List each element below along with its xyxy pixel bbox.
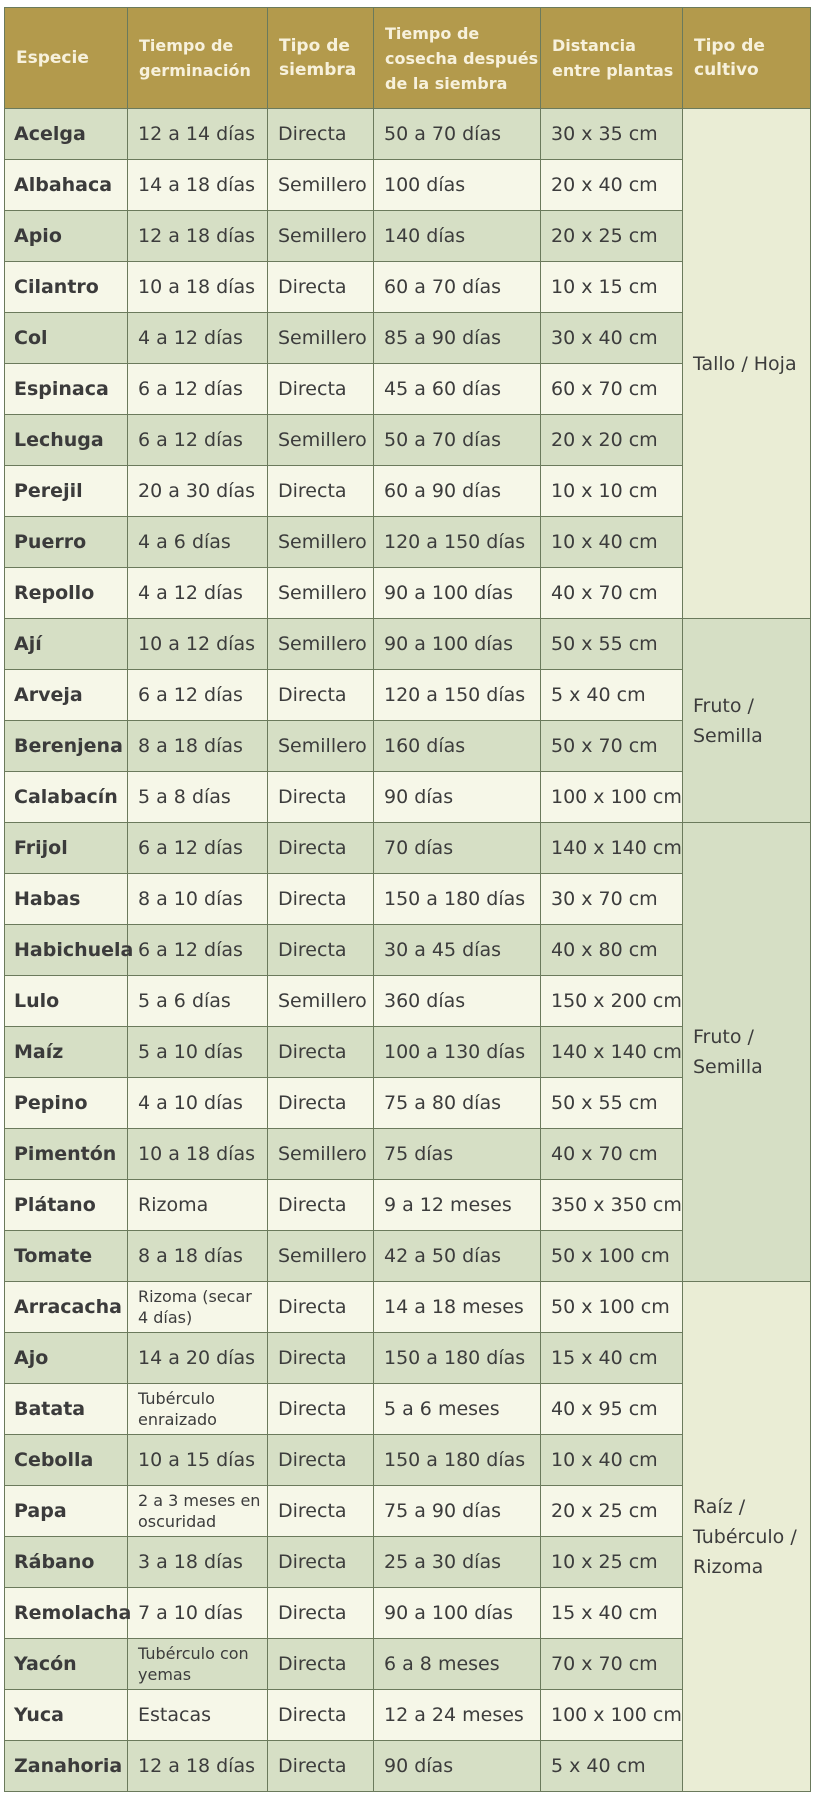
germination-cell: 4 a 6 días <box>128 517 268 568</box>
distance-cell: 100 x 100 cm <box>541 772 683 823</box>
sowing-cell: Semillero <box>268 1231 374 1282</box>
sowing-cell: Directa <box>268 1078 374 1129</box>
sowing-cell: Directa <box>268 823 374 874</box>
germination-cell: 8 a 18 días <box>128 721 268 772</box>
harvest-cell: 12 a 24 meses <box>374 1690 541 1741</box>
distance-cell: 140 x 140 cm <box>541 823 683 874</box>
species-cell: Maíz <box>5 1027 128 1078</box>
distance-cell: 5 x 40 cm <box>541 1741 683 1792</box>
distance-cell: 15 x 40 cm <box>541 1588 683 1639</box>
header-distance: Distancia entre plantas <box>541 8 683 109</box>
harvest-cell: 90 días <box>374 772 541 823</box>
sowing-cell: Semillero <box>268 619 374 670</box>
sowing-cell: Semillero <box>268 160 374 211</box>
harvest-cell: 100 días <box>374 160 541 211</box>
distance-cell: 10 x 15 cm <box>541 262 683 313</box>
harvest-cell: 42 a 50 días <box>374 1231 541 1282</box>
distance-cell: 40 x 80 cm <box>541 925 683 976</box>
distance-cell: 5 x 40 cm <box>541 670 683 721</box>
header-row <box>5 8 811 109</box>
harvest-cell: 150 a 180 días <box>374 874 541 925</box>
harvest-cell: 25 a 30 días <box>374 1537 541 1588</box>
germination-cell: 6 a 12 días <box>128 670 268 721</box>
germination-cell: 2 a 3 meses en oscuridad <box>128 1486 268 1537</box>
sowing-cell: Semillero <box>268 517 374 568</box>
harvest-cell: 50 a 70 días <box>374 109 541 160</box>
harvest-cell: 6 a 8 meses <box>374 1639 541 1690</box>
harvest-cell: 60 a 90 días <box>374 466 541 517</box>
harvest-cell: 75 a 80 días <box>374 1078 541 1129</box>
sowing-cell: Semillero <box>268 415 374 466</box>
distance-cell: 30 x 35 cm <box>541 109 683 160</box>
germination-cell: 10 a 18 días <box>128 1129 268 1180</box>
species-cell: Repollo <box>5 568 128 619</box>
germination-cell: 6 a 12 días <box>128 823 268 874</box>
crop-type-cell: Tallo / Hoja <box>683 109 811 619</box>
distance-cell: 20 x 25 cm <box>541 211 683 262</box>
sowing-cell: Directa <box>268 109 374 160</box>
species-cell: Cebolla <box>5 1435 128 1486</box>
harvest-cell: 90 a 100 días <box>374 1588 541 1639</box>
sowing-cell: Semillero <box>268 568 374 619</box>
distance-cell: 20 x 20 cm <box>541 415 683 466</box>
harvest-cell: 90 a 100 días <box>374 568 541 619</box>
species-cell: Arracacha <box>5 1282 128 1333</box>
harvest-cell: 360 días <box>374 976 541 1027</box>
species-cell: Batata <box>5 1384 128 1435</box>
sowing-cell: Directa <box>268 1639 374 1690</box>
sowing-cell: Directa <box>268 874 374 925</box>
species-cell: Frijol <box>5 823 128 874</box>
germination-cell: Tubérculo enraizado <box>128 1384 268 1435</box>
distance-cell: 50 x 100 cm <box>541 1231 683 1282</box>
species-cell: Perejil <box>5 466 128 517</box>
distance-cell: 60 x 70 cm <box>541 364 683 415</box>
species-cell: Tomate <box>5 1231 128 1282</box>
distance-cell: 10 x 40 cm <box>541 517 683 568</box>
germination-cell: 14 a 20 días <box>128 1333 268 1384</box>
germination-cell: 8 a 10 días <box>128 874 268 925</box>
germination-cell: Rizoma <box>128 1180 268 1231</box>
harvest-cell: 120 a 150 días <box>374 670 541 721</box>
species-cell: Arveja <box>5 670 128 721</box>
distance-cell: 40 x 95 cm <box>541 1384 683 1435</box>
header-crop-type: Tipo de cultivo <box>683 8 811 109</box>
germination-cell: 4 a 12 días <box>128 313 268 364</box>
sowing-cell: Semillero <box>268 976 374 1027</box>
harvest-cell: 60 a 70 días <box>374 262 541 313</box>
crop-table-body <box>5 109 811 1792</box>
sowing-cell: Directa <box>268 364 374 415</box>
sowing-cell: Semillero <box>268 721 374 772</box>
germination-cell: 10 a 15 días <box>128 1435 268 1486</box>
germination-cell: 3 a 18 días <box>128 1537 268 1588</box>
harvest-cell: 9 a 12 meses <box>374 1180 541 1231</box>
germination-cell: 6 a 12 días <box>128 364 268 415</box>
germination-cell: 10 a 18 días <box>128 262 268 313</box>
species-cell: Espinaca <box>5 364 128 415</box>
distance-cell: 30 x 40 cm <box>541 313 683 364</box>
sowing-cell: Directa <box>268 1333 374 1384</box>
sowing-cell: Semillero <box>268 211 374 262</box>
distance-cell: 10 x 10 cm <box>541 466 683 517</box>
distance-cell: 70 x 70 cm <box>541 1639 683 1690</box>
sowing-cell: Directa <box>268 1180 374 1231</box>
sowing-cell: Directa <box>268 1588 374 1639</box>
sowing-cell: Directa <box>268 466 374 517</box>
species-cell: Ajo <box>5 1333 128 1384</box>
distance-cell: 40 x 70 cm <box>541 1129 683 1180</box>
distance-cell: 10 x 40 cm <box>541 1435 683 1486</box>
germination-cell: 6 a 12 días <box>128 925 268 976</box>
species-cell: Lechuga <box>5 415 128 466</box>
species-cell: Plátano <box>5 1180 128 1231</box>
sowing-cell: Semillero <box>268 313 374 364</box>
harvest-cell: 100 a 130 días <box>374 1027 541 1078</box>
species-cell: Apio <box>5 211 128 262</box>
header-sowing: Tipo de siembra <box>268 8 374 109</box>
germination-cell: 5 a 8 días <box>128 772 268 823</box>
germination-cell: 10 a 12 días <box>128 619 268 670</box>
species-cell: Calabacín <box>5 772 128 823</box>
germination-cell: 7 a 10 días <box>128 1588 268 1639</box>
harvest-cell: 75 a 90 días <box>374 1486 541 1537</box>
species-cell: Papa <box>5 1486 128 1537</box>
crop-table <box>4 7 811 1792</box>
germination-cell: Tubérculo con yemas <box>128 1639 268 1690</box>
distance-cell: 40 x 70 cm <box>541 568 683 619</box>
germination-cell: 12 a 18 días <box>128 1741 268 1792</box>
distance-cell: 20 x 25 cm <box>541 1486 683 1537</box>
crop-type-cell: Fruto / Semilla <box>683 823 811 1282</box>
distance-cell: 50 x 55 cm <box>541 619 683 670</box>
sowing-cell: Directa <box>268 925 374 976</box>
germination-cell: 8 a 18 días <box>128 1231 268 1282</box>
germination-cell: 5 a 10 días <box>128 1027 268 1078</box>
table-row <box>5 109 811 160</box>
species-cell: Puerro <box>5 517 128 568</box>
header-species: Especie <box>5 8 128 109</box>
harvest-cell: 150 a 180 días <box>374 1435 541 1486</box>
sowing-cell: Directa <box>268 262 374 313</box>
sowing-cell: Semillero <box>268 1129 374 1180</box>
sowing-cell: Directa <box>268 1027 374 1078</box>
crop-type-cell: Raíz / Tubérculo / Rizoma <box>683 1282 811 1792</box>
harvest-cell: 45 a 60 días <box>374 364 541 415</box>
species-cell: Remolacha <box>5 1588 128 1639</box>
species-cell: Yuca <box>5 1690 128 1741</box>
germination-cell: 4 a 10 días <box>128 1078 268 1129</box>
germination-cell: 20 a 30 días <box>128 466 268 517</box>
species-cell: Pimentón <box>5 1129 128 1180</box>
crop-type-cell: Fruto / Semilla <box>683 619 811 823</box>
germination-cell: 4 a 12 días <box>128 568 268 619</box>
distance-cell: 150 x 200 cm <box>541 976 683 1027</box>
harvest-cell: 150 a 180 días <box>374 1333 541 1384</box>
harvest-cell: 14 a 18 meses <box>374 1282 541 1333</box>
distance-cell: 15 x 40 cm <box>541 1333 683 1384</box>
species-cell: Ají <box>5 619 128 670</box>
distance-cell: 30 x 70 cm <box>541 874 683 925</box>
table-row <box>5 823 811 874</box>
header-germination: Tiempo de germinación <box>128 8 268 109</box>
species-cell: Habichuela <box>5 925 128 976</box>
species-cell: Habas <box>5 874 128 925</box>
species-cell: Rábano <box>5 1537 128 1588</box>
harvest-cell: 140 días <box>374 211 541 262</box>
harvest-cell: 85 a 90 días <box>374 313 541 364</box>
distance-cell: 50 x 100 cm <box>541 1282 683 1333</box>
header-harvest: Tiempo de cosecha después de la siembra <box>374 8 541 109</box>
species-cell: Yacón <box>5 1639 128 1690</box>
sowing-cell: Directa <box>268 772 374 823</box>
harvest-cell: 50 a 70 días <box>374 415 541 466</box>
table-row <box>5 1282 811 1333</box>
harvest-cell: 75 días <box>374 1129 541 1180</box>
harvest-cell: 90 días <box>374 1741 541 1792</box>
species-cell: Acelga <box>5 109 128 160</box>
species-cell: Berenjena <box>5 721 128 772</box>
sowing-cell: Directa <box>268 1741 374 1792</box>
species-cell: Pepino <box>5 1078 128 1129</box>
distance-cell: 50 x 70 cm <box>541 721 683 772</box>
harvest-cell: 120 a 150 días <box>374 517 541 568</box>
harvest-cell: 70 días <box>374 823 541 874</box>
harvest-cell: 90 a 100 días <box>374 619 541 670</box>
sowing-cell: Directa <box>268 1435 374 1486</box>
species-cell: Cilantro <box>5 262 128 313</box>
species-cell: Lulo <box>5 976 128 1027</box>
sowing-cell: Directa <box>268 670 374 721</box>
distance-cell: 10 x 25 cm <box>541 1537 683 1588</box>
germination-cell: 12 a 14 días <box>128 109 268 160</box>
germination-cell: Rizoma (secar 4 días) <box>128 1282 268 1333</box>
germination-cell: 6 a 12 días <box>128 415 268 466</box>
distance-cell: 350 x 350 cm <box>541 1180 683 1231</box>
germination-cell: 14 a 18 días <box>128 160 268 211</box>
sowing-cell: Directa <box>268 1486 374 1537</box>
distance-cell: 140 x 140 cm <box>541 1027 683 1078</box>
harvest-cell: 30 a 45 días <box>374 925 541 976</box>
harvest-cell: 160 días <box>374 721 541 772</box>
sowing-cell: Directa <box>268 1537 374 1588</box>
sowing-cell: Directa <box>268 1282 374 1333</box>
distance-cell: 20 x 40 cm <box>541 160 683 211</box>
species-cell: Zanahoria <box>5 1741 128 1792</box>
germination-cell: 5 a 6 días <box>128 976 268 1027</box>
table-row <box>5 619 811 670</box>
species-cell: Albahaca <box>5 160 128 211</box>
harvest-cell: 5 a 6 meses <box>374 1384 541 1435</box>
sowing-cell: Directa <box>268 1690 374 1741</box>
species-cell: Col <box>5 313 128 364</box>
sowing-cell: Directa <box>268 1384 374 1435</box>
distance-cell: 50 x 55 cm <box>541 1078 683 1129</box>
distance-cell: 100 x 100 cm <box>541 1690 683 1741</box>
germination-cell: 12 a 18 días <box>128 211 268 262</box>
germination-cell: Estacas <box>128 1690 268 1741</box>
